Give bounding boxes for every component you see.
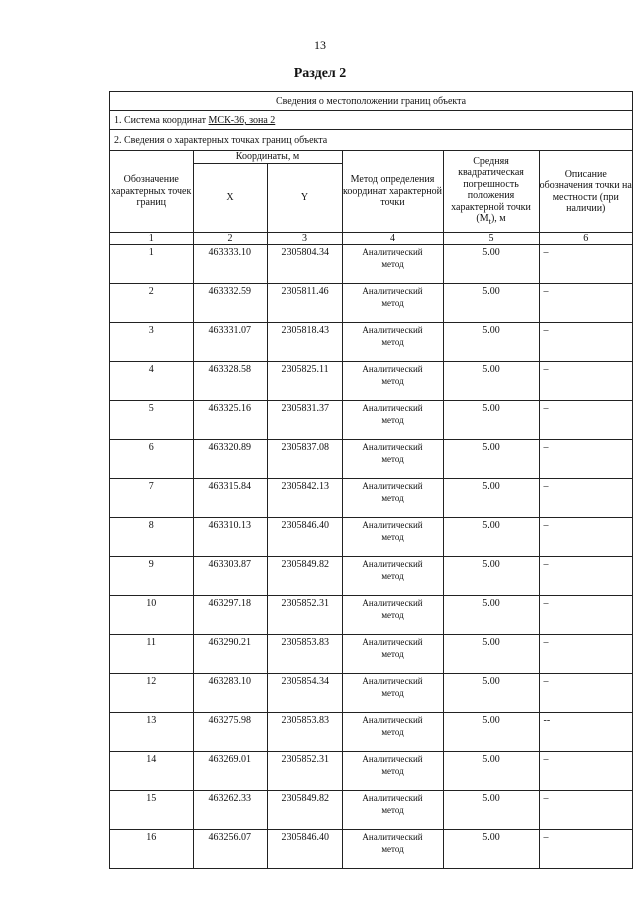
method-line-2: метод	[381, 688, 404, 698]
method-line-2: метод	[381, 376, 404, 386]
table-row	[110, 557, 632, 596]
error-value: 5.00	[443, 284, 539, 323]
table-row	[110, 245, 632, 284]
col-number: 1	[110, 233, 193, 245]
coord-x: 463290.21	[193, 635, 267, 674]
method-line-2: метод	[381, 571, 404, 581]
table-row	[110, 284, 632, 323]
method-line-2: метод	[381, 649, 404, 659]
point-number: 13	[110, 713, 193, 752]
coord-y: 2305846.40	[267, 518, 342, 557]
method-cell	[342, 596, 443, 635]
point-number: 4	[110, 362, 193, 401]
point-number: 14	[110, 752, 193, 791]
method-line-2: метод	[381, 844, 404, 854]
coord-y: 2305853.83	[267, 713, 342, 752]
header-x: X	[193, 164, 267, 233]
coord-x: 463283.10	[193, 674, 267, 713]
coord-y: 2305852.31	[267, 752, 342, 791]
method-cell	[342, 245, 443, 284]
method-cell	[342, 713, 443, 752]
table-row	[110, 635, 632, 674]
point-description: –	[539, 440, 632, 479]
point-description: –	[539, 752, 632, 791]
method-cell	[342, 635, 443, 674]
coord-x: 463275.98	[193, 713, 267, 752]
method-cell	[342, 674, 443, 713]
point-number: 9	[110, 557, 193, 596]
table-row	[110, 518, 632, 557]
error-value: 5.00	[443, 479, 539, 518]
point-number: 16	[110, 830, 193, 869]
coord-x: 463320.89	[193, 440, 267, 479]
error-value: 5.00	[443, 713, 539, 752]
error-value: 5.00	[443, 830, 539, 869]
table-title: Сведения о местоположении границ объекта	[110, 92, 632, 111]
coord-y: 2305818.43	[267, 323, 342, 362]
point-number: 8	[110, 518, 193, 557]
point-description: –	[539, 596, 632, 635]
coord-y: 2305837.08	[267, 440, 342, 479]
error-value: 5.00	[443, 440, 539, 479]
point-description: –	[539, 518, 632, 557]
point-description: –	[539, 284, 632, 323]
point-description: –	[539, 401, 632, 440]
point-description: –	[539, 479, 632, 518]
method-line-2: метод	[381, 766, 404, 776]
point-number: 5	[110, 401, 193, 440]
coord-system-label: 1. Система координат	[114, 115, 209, 126]
table-row	[110, 440, 632, 479]
error-value: 5.00	[443, 752, 539, 791]
error-value: 5.00	[443, 557, 539, 596]
table-row	[110, 362, 632, 401]
coord-system-row	[110, 111, 632, 130]
error-value: 5.00	[443, 518, 539, 557]
method-cell	[342, 401, 443, 440]
point-description: –	[539, 830, 632, 869]
method-line-2: метод	[381, 298, 404, 308]
method-line-2: метод	[381, 610, 404, 620]
coord-system-value: МСК-36, зона 2	[208, 115, 276, 126]
point-description: --	[539, 713, 632, 752]
method-line-1: Аналитический	[362, 286, 423, 296]
page-number: 13	[314, 38, 326, 52]
table-row	[110, 479, 632, 518]
table-row	[110, 752, 632, 791]
point-description: –	[539, 791, 632, 830]
error-value: 5.00	[443, 362, 539, 401]
boundary-info-table	[109, 91, 633, 869]
point-number: 11	[110, 635, 193, 674]
point-number: 6	[110, 440, 193, 479]
col-number: 6	[539, 233, 632, 245]
col-number: 3	[267, 233, 342, 245]
coord-y: 2305804.34	[267, 245, 342, 284]
coord-x: 463303.87	[193, 557, 267, 596]
method-line-1: Аналитический	[362, 247, 423, 257]
col-number: 2	[193, 233, 267, 245]
coord-x: 463269.01	[193, 752, 267, 791]
points-table	[110, 151, 632, 868]
method-line-2: метод	[381, 415, 404, 425]
method-line-2: метод	[381, 259, 404, 269]
method-cell	[342, 440, 443, 479]
coord-x: 463325.16	[193, 401, 267, 440]
header-desc: Описание обозначения точки на местности (при наличии)	[539, 151, 632, 233]
error-value: 5.00	[443, 791, 539, 830]
point-number: 10	[110, 596, 193, 635]
coord-x: 463262.33	[193, 791, 267, 830]
point-number: 12	[110, 674, 193, 713]
method-line-2: метод	[381, 727, 404, 737]
coord-x: 463315.84	[193, 479, 267, 518]
point-description: –	[539, 245, 632, 284]
point-description: –	[539, 557, 632, 596]
method-line-1: Аналитический	[362, 832, 423, 842]
method-cell	[342, 284, 443, 323]
coord-x: 463332.59	[193, 284, 267, 323]
error-value: 5.00	[443, 245, 539, 284]
coord-y: 2305811.46	[267, 284, 342, 323]
method-line-2: метод	[381, 532, 404, 542]
method-line-1: Аналитический	[362, 559, 423, 569]
coord-x: 463333.10	[193, 245, 267, 284]
error-value: 5.00	[443, 596, 539, 635]
point-description: –	[539, 635, 632, 674]
table-row	[110, 791, 632, 830]
coord-x: 463256.07	[193, 830, 267, 869]
error-value: 5.00	[443, 401, 539, 440]
point-description: –	[539, 674, 632, 713]
section-title: Раздел 2	[293, 66, 347, 81]
method-cell	[342, 479, 443, 518]
table-row	[110, 323, 632, 362]
coord-y: 2305831.37	[267, 401, 342, 440]
method-line-1: Аналитический	[362, 598, 423, 608]
point-number: 15	[110, 791, 193, 830]
table-row	[110, 674, 632, 713]
coord-y: 2305853.83	[267, 635, 342, 674]
method-line-1: Аналитический	[362, 676, 423, 686]
table-row	[110, 401, 632, 440]
coord-y: 2305842.13	[267, 479, 342, 518]
header-error	[443, 151, 539, 233]
coord-x: 463297.18	[193, 596, 267, 635]
method-cell	[342, 830, 443, 869]
header-coords: Координаты, м	[193, 151, 342, 164]
col-number: 4	[342, 233, 443, 245]
coord-x: 463331.07	[193, 323, 267, 362]
method-line-1: Аналитический	[362, 481, 423, 491]
coord-y: 2305849.82	[267, 557, 342, 596]
method-line-1: Аналитический	[362, 364, 423, 374]
table-row	[110, 596, 632, 635]
method-line-2: метод	[381, 454, 404, 464]
point-number: 1	[110, 245, 193, 284]
point-description: –	[539, 362, 632, 401]
method-line-1: Аналитический	[362, 403, 423, 413]
coord-y: 2305849.82	[267, 791, 342, 830]
method-line-1: Аналитический	[362, 442, 423, 452]
method-line-2: метод	[381, 493, 404, 503]
method-cell	[342, 557, 443, 596]
coord-y: 2305854.34	[267, 674, 342, 713]
table-row	[110, 830, 632, 869]
coord-y: 2305852.31	[267, 596, 342, 635]
coord-y: 2305825.11	[267, 362, 342, 401]
header-point-label: Обозначение характерных точек границ	[110, 151, 193, 233]
point-number: 7	[110, 479, 193, 518]
method-line-1: Аналитический	[362, 715, 423, 725]
method-line-1: Аналитический	[362, 637, 423, 647]
col-number: 5	[443, 233, 539, 245]
header-error-tail: ), м	[490, 213, 506, 225]
points-body	[110, 245, 632, 869]
method-line-1: Аналитический	[362, 754, 423, 764]
point-number: 3	[110, 323, 193, 362]
header-y: Y	[267, 164, 342, 233]
method-line-2: метод	[381, 805, 404, 815]
coord-x: 463310.13	[193, 518, 267, 557]
table-row	[110, 713, 632, 752]
method-cell	[342, 323, 443, 362]
header-error-sub: t	[488, 217, 491, 227]
error-value: 5.00	[443, 674, 539, 713]
points-heading: 2. Сведения о характерных точках границ объекта	[110, 130, 632, 151]
header-method: Метод определения координат характерной точки	[342, 151, 443, 233]
method-cell	[342, 518, 443, 557]
coord-x: 463328.58	[193, 362, 267, 401]
method-cell	[342, 752, 443, 791]
method-line-1: Аналитический	[362, 793, 423, 803]
point-description: –	[539, 323, 632, 362]
coord-y: 2305846.40	[267, 830, 342, 869]
method-line-1: Аналитический	[362, 325, 423, 335]
error-value: 5.00	[443, 323, 539, 362]
method-cell	[342, 362, 443, 401]
error-value: 5.00	[443, 635, 539, 674]
header-error-main: Средняя квадратическая погрешность положения характерной точки (M	[451, 155, 531, 225]
method-cell	[342, 791, 443, 830]
method-line-1: Аналитический	[362, 520, 423, 530]
method-line-2: метод	[381, 337, 404, 347]
point-number: 2	[110, 284, 193, 323]
